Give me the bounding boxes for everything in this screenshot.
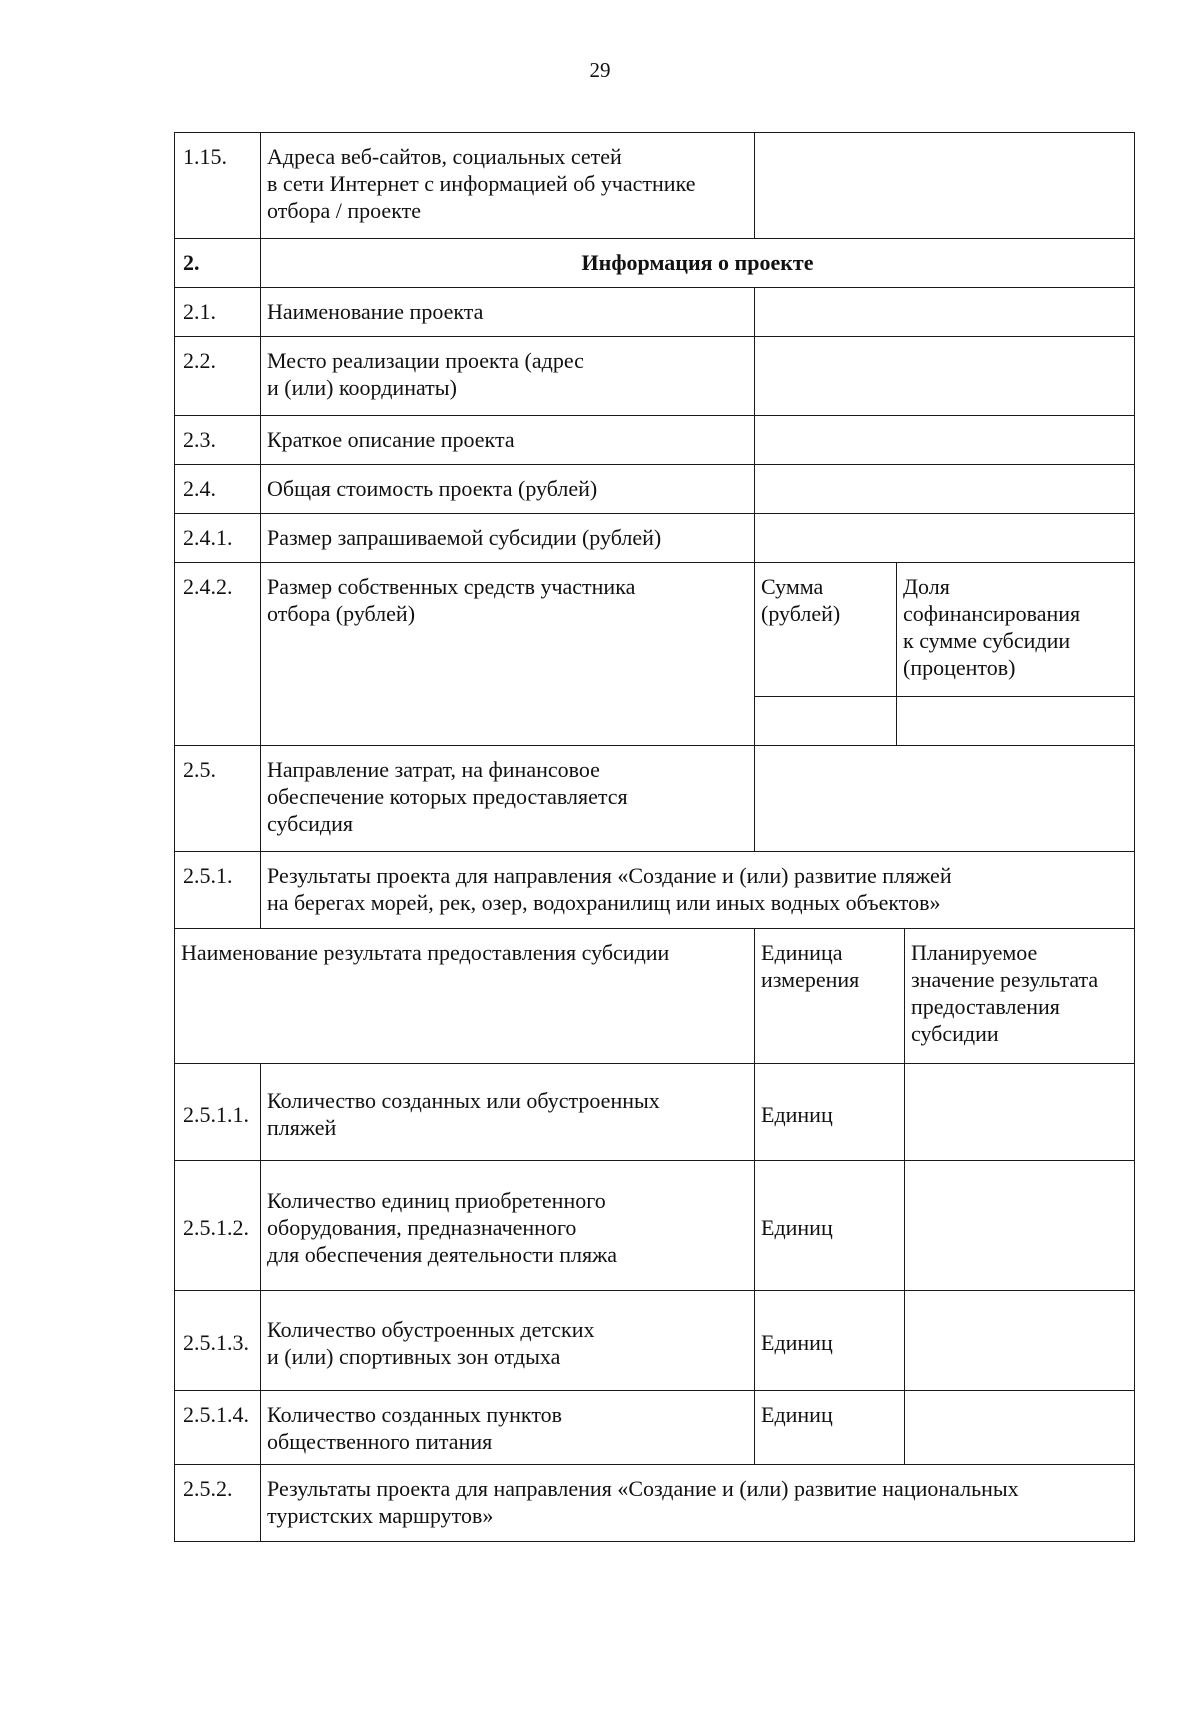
- result-unit: Единиц: [755, 1064, 905, 1161]
- result-number: 2.5.1.3.: [175, 1291, 261, 1391]
- result-label: Количество созданных пунктов общественного питания: [261, 1391, 755, 1465]
- results-header-row: [175, 929, 1135, 1064]
- row-number: 2.4.: [175, 465, 261, 514]
- row-label: Направление затрат, на финансовое обеспечение которых предоставляется субсидия: [261, 746, 755, 852]
- planned-value-cell[interactable]: [905, 1291, 1135, 1391]
- row-1-15: [175, 133, 1135, 239]
- row-label: Размер запрашиваемой субсидии (рублей): [261, 514, 755, 563]
- result-unit: Единиц: [755, 1291, 905, 1391]
- row-2-3: [175, 416, 1135, 465]
- row-2-5: [175, 746, 1135, 852]
- row-label: Краткое описание проекта: [261, 416, 755, 465]
- result-row-2-5-1-2: [175, 1161, 1135, 1291]
- row-label: Результаты проекта для направления «Создание и (или) развитие национальных туристских маршрутов»: [261, 1465, 1135, 1542]
- row-number: 2.2.: [175, 337, 261, 416]
- result-label: Количество обустроенных детских и (или) спортивных зон отдыха: [261, 1291, 755, 1391]
- value-cell[interactable]: [755, 133, 1135, 239]
- value-cell[interactable]: [755, 465, 1135, 514]
- value-cell[interactable]: [755, 514, 1135, 563]
- row-number: 2.5.1.: [175, 852, 261, 929]
- value-cell[interactable]: [755, 288, 1135, 337]
- result-name-header: Наименование результата предоставления субсидии: [175, 929, 755, 1064]
- section-number: 2.: [175, 239, 261, 288]
- row-number: 2.3.: [175, 416, 261, 465]
- unit-header: Единица измерения: [755, 929, 905, 1064]
- result-unit: Единиц: [755, 1161, 905, 1291]
- section-2-header: [175, 239, 1135, 288]
- planned-value-cell[interactable]: [905, 1064, 1135, 1161]
- row-number: 2.5.: [175, 746, 261, 852]
- result-row-2-5-1-3: [175, 1291, 1135, 1391]
- row-label: Наименование проекта: [261, 288, 755, 337]
- row-label: Общая стоимость проекта (рублей): [261, 465, 755, 514]
- result-number: 2.5.1.2.: [175, 1161, 261, 1291]
- result-row-2-5-1-4: [175, 1391, 1135, 1465]
- row-2-1: [175, 288, 1135, 337]
- row-number: 1.15.: [175, 133, 261, 239]
- result-number: 2.5.1.4.: [175, 1391, 261, 1465]
- row-2-5-1: [175, 852, 1135, 929]
- result-row-2-5-1-1: [175, 1064, 1135, 1161]
- planned-value-header: Планируемое значение результата предоставления субсидии: [905, 929, 1135, 1064]
- row-number: 2.4.1.: [175, 514, 261, 563]
- value-cell[interactable]: [755, 416, 1135, 465]
- row-2-4-1: [175, 514, 1135, 563]
- row-number: 2.4.2.: [175, 563, 261, 746]
- result-label: Количество единиц приобретенного оборудования, предназначенного для обеспечения деятельности пляжа: [261, 1161, 755, 1291]
- row-2-2: [175, 337, 1135, 416]
- value-cell[interactable]: [755, 337, 1135, 416]
- row-label: Размер собственных средств участника отбора (рублей): [261, 563, 755, 746]
- value-cell[interactable]: [755, 746, 1135, 852]
- planned-value-cell[interactable]: [905, 1391, 1135, 1465]
- row-number: 2.1.: [175, 288, 261, 337]
- planned-value-cell[interactable]: [905, 1161, 1135, 1291]
- row-2-4-2: [175, 563, 1135, 697]
- row-label: Результаты проекта для направления «Создание и (или) развитие пляжей на берегах морей, рек, озер, водохранилищ или иных водных объектов»: [261, 852, 1135, 929]
- result-number: 2.5.1.1.: [175, 1064, 261, 1161]
- result-unit: Единиц: [755, 1391, 905, 1465]
- application-form-table: [174, 132, 1135, 1542]
- share-column-header: Доля софинансирования к сумме субсидии (процентов): [897, 563, 1135, 697]
- result-label: Количество созданных или обустроенных пляжей: [261, 1064, 755, 1161]
- row-number: 2.5.2.: [175, 1465, 261, 1542]
- page-number: 29: [589, 58, 611, 82]
- row-2-5-2: [175, 1465, 1135, 1542]
- row-label: Место реализации проекта (адрес и (или) координаты): [261, 337, 755, 416]
- section-title: Информация о проекте: [261, 239, 1135, 288]
- sum-column-header: Сумма (рублей): [755, 563, 897, 697]
- row-2-4: [175, 465, 1135, 514]
- sum-value-cell[interactable]: [755, 697, 897, 746]
- row-label: Адреса веб-сайтов, социальных сетей в сети Интернет с информацией об участнике отбора / проекте: [261, 133, 755, 239]
- share-value-cell[interactable]: [897, 697, 1135, 746]
